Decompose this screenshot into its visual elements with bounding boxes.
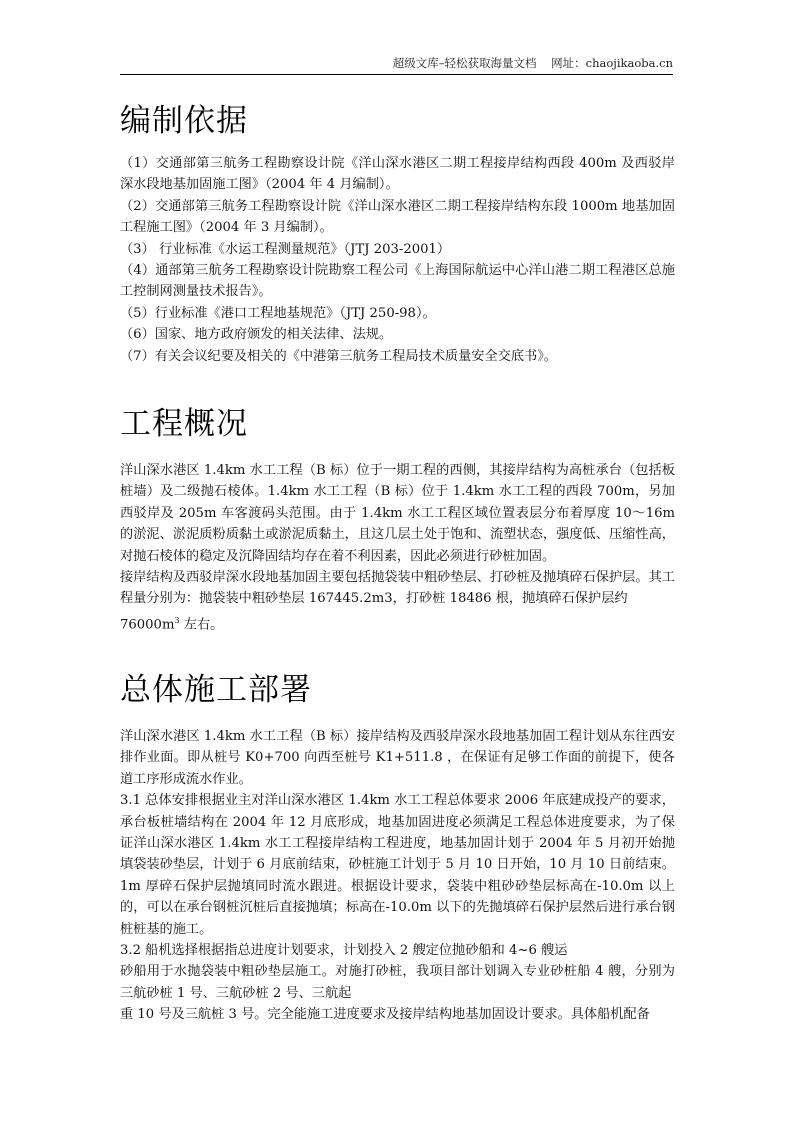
- paragraph: （6）国家、地方政府颁发的相关法律、法规。: [120, 327, 393, 343]
- paragraph: （4）通部第三航务工程勘察设计院勘察工程公司《上海国际航运中心洋山港二期工程港区总施工控制网测量技术报告》。: [120, 263, 675, 300]
- page-header: [120, 54, 673, 75]
- header-url[interactable]: chaojikaoba.cn: [585, 56, 673, 70]
- paragraph: 3.2 船机选择根据指总进度计划要求，计划投入 2 艘定位抛砂船和 4~6 艘运: [120, 943, 568, 959]
- paragraph: （2）交通部第三航务工程勘察设计院《洋山深水港区二期工程接岸结构东段 1000m 地基加固工程施工图》（2004 年 3 月编制）。: [120, 198, 675, 236]
- quantity-suffix: 左右。: [183, 617, 224, 633]
- paragraph: 接岸结构及西驳岸深水段地基加固主要包括抛袋装中粗砂垫层、打砂桩及抛填碎石保护层。其工程量分别为：抛袋装中粗砂垫层 167445.2m3，打砂桩 18486 根，抛填碎石保护层约: [120, 570, 675, 607]
- section-title-deployment: 总体施工部署: [120, 672, 312, 708]
- section-basis-body: [120, 153, 675, 367]
- header-site-name: 超级文库–轻松获取海量文档: [392, 56, 537, 70]
- section-title-basis: 编制依据: [120, 103, 248, 139]
- section-title-overview: 工程概况: [120, 406, 248, 442]
- paragraph: （1）交通部第三航务工程勘察设计院《洋山深水港区二期工程接岸结构西段 400m 及西驳岸深水段地基加固施工图》（2004 年 4 月编制）。: [120, 156, 675, 193]
- header-url-label: 网址：: [551, 56, 586, 70]
- paragraph: 洋山深水港区 1.4km 水工工程（B 标）接岸结构及西驳岸深水段地基加固工程计划从东往西安排作业面。即从桩号 K0+700 向西至桩号 K1+511.8 ，在保证有足够工作面的前提下，使各道工序形成流水作业。: [120, 729, 675, 787]
- paragraph: （3） 行业标准《水运工程测量规范》（JTJ 203-2001）: [120, 241, 451, 257]
- paragraph: 3.1 总体安排根据业主对洋山深水港区 1.4km 水工工程总体要求 2006 年底建成投产的要求，承台板桩墙结构在 2004 年 12 月底形成，地基加固进度必须满足工程总体进度要求，为了保证洋山深水港区 1.4km 水工工程接岸结构工程进度，地基加固计划于 2004 年 5 月初开始抛填袋装砂垫层，计划于 6 月底前结束，砂桩施工计划于 5 月 10 日开始，10 月 10 日前结束。1m 厚碎石保护层抛填同时流水跟进。根据设计要求，袋装中粗砂砂垫层标高在-10.0m 以上的，可以在承台钢桩沉桩后直接抛填；标高在-10.0m 以下的先抛填碎石保护层然后进行承台钢桩桩基的施工。: [120, 793, 675, 937]
- paragraph: （7）有关会议纪要及相关的《中港第三航务工程局技术质量安全交底书》。: [120, 348, 557, 364]
- section-deployment-body: [120, 726, 675, 1026]
- paragraph: 重 10 号及三航桩 3 号。完全能施工进度要求及接岸结构地基加固设计要求。具体船机配备: [120, 1007, 650, 1023]
- paragraph: 砂船用于水抛袋装中粗砂垫层施工。对施打砂桩，我项目部计划调入专业砂桩船 4 艘，分别为三航砂桩 1 号、三航砂桩 2 号、三航起: [120, 964, 675, 1001]
- quantity-sup: 3: [174, 615, 180, 625]
- paragraph: 洋山深水港区 1.4km 水工工程（B 标）位于一期工程的西侧，其接岸结构为高桩承台（包括板桩墙）及二级抛石棱体。1.4km 水工工程（B 标）位于 1.4km 水工工程的西段 700m，另加西驳岸及 205m 车客渡码头范围。由于 1.4km 水工工程区域位置表层分布着厚度 10～16m 的淤泥、淤泥质粉质黏土或淤泥质黏土，且这几层土处于饱和、流塑状态，强度低、压缩性高，对抛石棱体的稳定及沉降固结均存在着不利因素，因此必须进行砂桩加固。: [120, 463, 675, 564]
- paragraph: [120, 610, 675, 636]
- quantity-value: 76000m: [120, 617, 175, 633]
- paragraph: （5）行业标准《港口工程地基规范》（JTJ 250-98）。: [120, 305, 436, 321]
- section-overview-body: [120, 460, 675, 636]
